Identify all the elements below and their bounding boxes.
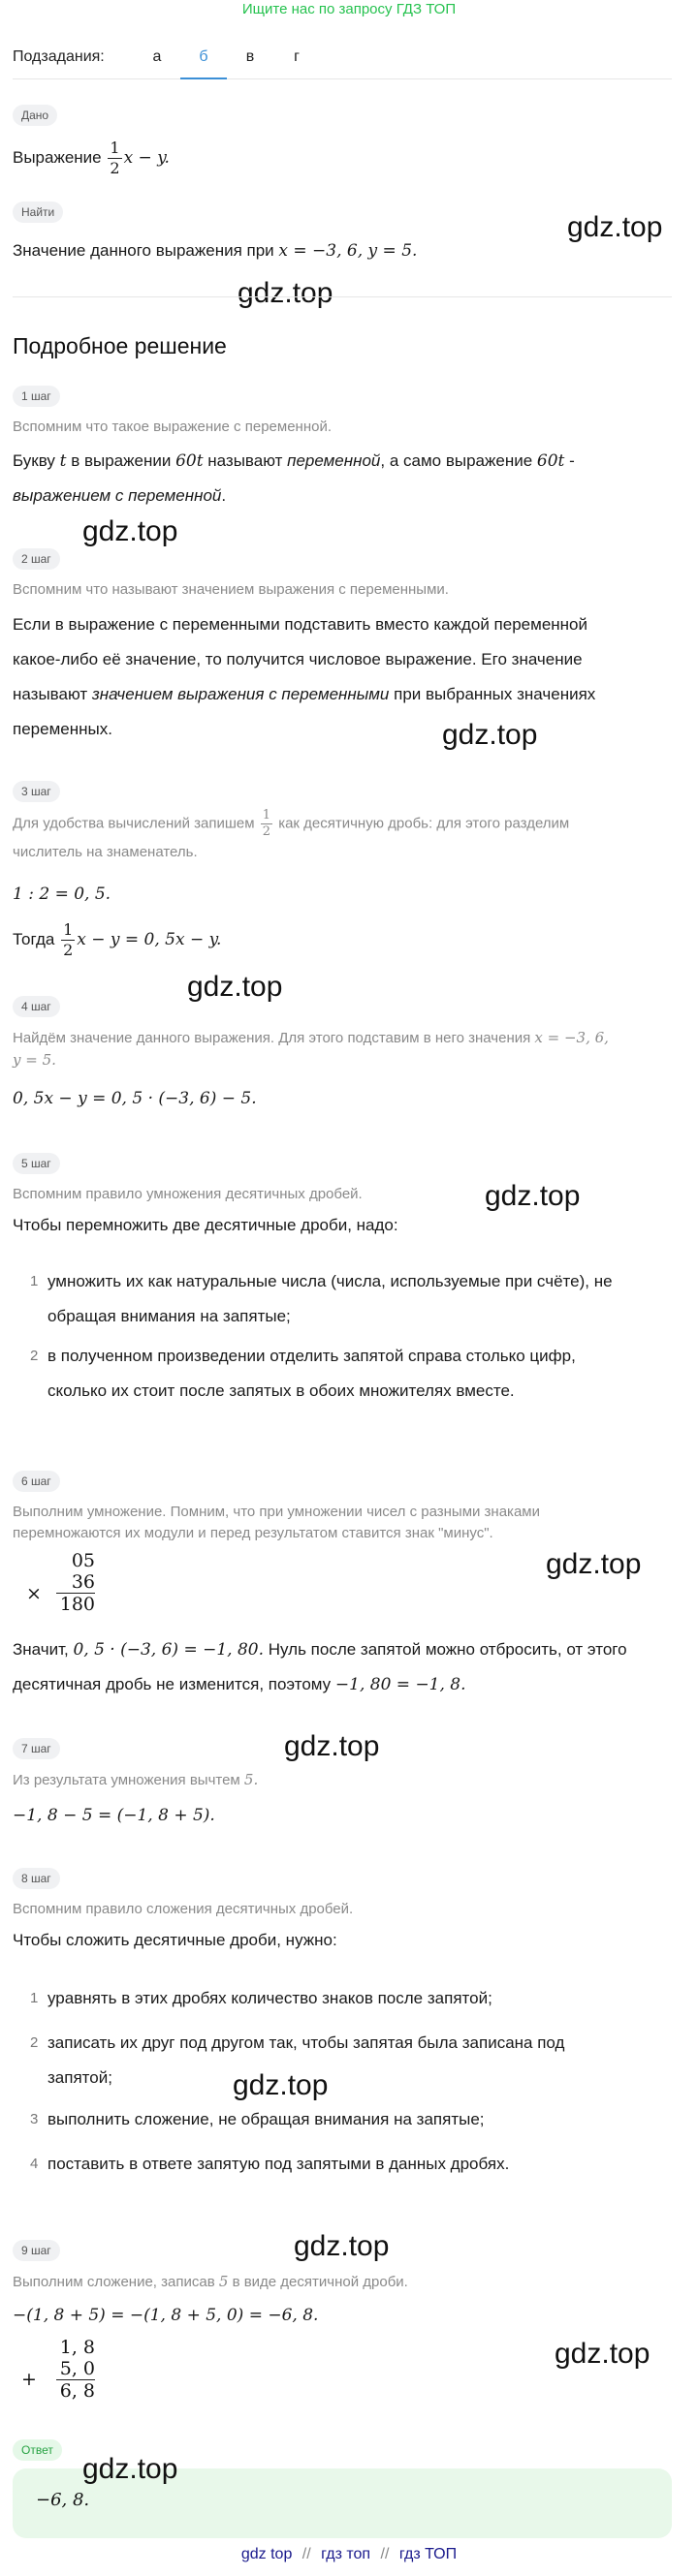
- watermark: gdz.top: [82, 515, 178, 547]
- step-3-note: [13, 808, 672, 865]
- step-6-note-2: перемножаются их модули и перед результатом ставится знак "минус".: [13, 1525, 493, 1541]
- column-factor-b: 36: [56, 1571, 95, 1594]
- tab-a[interactable]: а: [152, 48, 162, 65]
- tab-b[interactable]: б: [180, 43, 227, 79]
- step-9-column-addition: [56, 2337, 95, 2402]
- subtasks-bar: [13, 43, 672, 79]
- step-5-badge: 5 шаг: [13, 1153, 60, 1174]
- list-item: [13, 1339, 672, 1409]
- step-4-note: [13, 1027, 672, 1071]
- step-3-note-a: Для удобства вычислений запишем: [13, 815, 255, 832]
- watermark: gdz.top: [294, 2230, 390, 2262]
- step-6-note-1: Выполним умножение. Помним, что при умножении чисел с разными знаками: [13, 1504, 540, 1520]
- step-1-term-expression: выражением с переменной: [13, 486, 222, 505]
- list-item: [13, 2102, 672, 2137]
- step-2-line-3a: называют: [13, 685, 88, 703]
- step-4-note-b: y = 5.: [13, 1051, 56, 1069]
- plus-sign: +: [21, 2369, 37, 2390]
- step-8-intro: Чтобы сложить десятичные дроби, нужно:: [13, 1931, 337, 1949]
- step-7-eq: −1, 8 − 5 = (−1, 8 + 5).: [13, 1806, 215, 1825]
- step-4-note-a: Найдём значение данного выражения. Для этого подставим в него значения: [13, 1030, 531, 1046]
- step-3-fraction: [61, 920, 75, 960]
- watermark: gdz.top: [485, 1180, 581, 1212]
- step-1-badge: 1 шаг: [13, 386, 60, 407]
- step-1-m3: 60t: [536, 451, 565, 471]
- footer-separator: //: [380, 2546, 390, 2562]
- step-6-m1: 0, 5 · (−3, 6) = −1, 80.: [73, 1640, 265, 1660]
- step-1-t2: в выражении: [71, 451, 172, 470]
- step-2-note: Вспомним что называют значением выражения с переменными.: [13, 581, 449, 598]
- step-7-note-a: Из результата умножения вычтем: [13, 1772, 240, 1788]
- column-result: 180: [59, 1594, 95, 1615]
- step-3-eq-2-math: x − y = 0, 5x − y.: [77, 930, 222, 949]
- find-badge: Найти: [13, 202, 63, 223]
- step-1-t6: .: [221, 486, 227, 505]
- footer-separator: //: [301, 2546, 311, 2562]
- list-item-line-1: умножить их как натуральные числа (числа, используемые при счёте), не: [48, 1272, 613, 1290]
- step-5-intro: Чтобы перемножить две десятичные дроби, надо:: [13, 1216, 398, 1234]
- step-2-line-2: какое-либо её значение, то получится числовое выражение. Его значение: [13, 650, 583, 668]
- given-fraction: [108, 139, 121, 178]
- step-2-line-1: Если в выражение с переменными подставить вместо каждой переменной: [13, 615, 587, 634]
- step-2-term: значением выражения с переменными: [91, 685, 390, 703]
- step-9-note-math: 5: [218, 2273, 229, 2290]
- list-item-line-1: выполнить сложение, не обращая внимания на запятые;: [48, 2110, 485, 2128]
- step-6-text: [13, 1632, 672, 1702]
- step-2-badge: 2 шаг: [13, 548, 60, 570]
- step-9-badge: 9 шаг: [13, 2240, 60, 2261]
- find-math: x = −3, 6, y = 5.: [278, 241, 418, 261]
- step-6-column-multiplication: [56, 1550, 95, 1615]
- list-item: [13, 1981, 672, 2016]
- step-1-text: [13, 444, 672, 513]
- divider: [13, 296, 672, 297]
- step-8-note: Вспомним правило сложения десятичных дробей.: [13, 1901, 354, 1917]
- step-7-note: [13, 1769, 672, 1791]
- step-3-note-fraction: [261, 808, 272, 840]
- given-expression: [13, 139, 672, 178]
- step-1-t3: называют: [207, 451, 283, 470]
- step-3-frac-den: 2: [63, 941, 74, 960]
- promo-banner: Ищите нас по запросу ГДЗ ТОП: [241, 1, 457, 17]
- list-item-number: 1: [30, 1990, 39, 2006]
- list-item-line-1: уравнять в этих дробях количество знаков после запятой;: [48, 1989, 492, 2007]
- list-item-number: 3: [30, 2111, 39, 2127]
- step-3-note-den: 2: [262, 824, 271, 839]
- step-3-note-b: как десятичную дробь: для этого разделим: [278, 815, 570, 832]
- watermark: gdz.top: [567, 211, 663, 243]
- step-6-m2: −1, 80 = −1, 8.: [334, 1675, 466, 1694]
- step-8-badge: 8 шаг: [13, 1868, 60, 1889]
- list-item-line-2: сколько их стоит после запятых в обоих множителях вместе.: [48, 1381, 515, 1400]
- step-1-note: Вспомним что такое выражение с переменной.: [13, 419, 332, 435]
- column-sum: 6, 8: [59, 2380, 95, 2402]
- step-4-eq: 0, 5x − y = 0, 5 · (−3, 6) − 5.: [13, 1089, 257, 1108]
- step-1-m1: t: [59, 451, 67, 471]
- find-label: Значение данного выражения при: [13, 241, 274, 260]
- step-3-note-c: числитель на знаменатель.: [13, 844, 198, 860]
- watermark: gdz.top: [546, 1548, 642, 1580]
- given-frac-den: 2: [110, 159, 120, 178]
- step-1-m2: 60t: [175, 451, 204, 471]
- step-7-badge: 7 шаг: [13, 1738, 60, 1759]
- list-item-number: 2: [30, 2034, 39, 2051]
- subtasks-label: Подзадания:: [13, 48, 105, 65]
- step-3-badge: 3 шаг: [13, 781, 60, 802]
- step-6-t3: десятичная дробь не изменится, поэтому: [13, 1675, 332, 1693]
- list-item-number: 4: [30, 2156, 39, 2172]
- tab-v[interactable]: в: [245, 48, 255, 65]
- list-item-line-1: поставить в ответе запятую под запятыми в данных дробях.: [48, 2155, 510, 2173]
- watermark: gdz.top: [284, 1730, 380, 1762]
- step-3-then: Тогда: [13, 930, 55, 948]
- solution-title: Подробное решение: [13, 333, 227, 358]
- step-1-t4: , а само выражение: [380, 451, 533, 470]
- watermark: gdz.top: [187, 971, 283, 1003]
- watermark: gdz.top: [238, 277, 333, 309]
- step-3-note-num: 1: [262, 808, 271, 822]
- step-1-t5: -: [569, 451, 575, 470]
- column-addend-b: 5, 0: [56, 2358, 95, 2380]
- column-factor-a: 05: [71, 1550, 95, 1571]
- step-1-t1: Букву: [13, 451, 55, 470]
- step-1-term-variable: переменной: [287, 451, 381, 470]
- list-item-line-1: в полученном произведении отделить запятой справа столько цифр,: [48, 1347, 576, 1365]
- list-item-line-1: записать их друг под другом так, чтобы запятая была записана под: [48, 2033, 565, 2052]
- answer-value: −6, 8.: [36, 2490, 90, 2510]
- footer-link-2[interactable]: гдз топ: [321, 2546, 371, 2562]
- answer-badge: Ответ: [13, 2439, 62, 2461]
- given-expr-rest: x − y.: [123, 148, 170, 168]
- given-badge: Дано: [13, 105, 57, 126]
- step-3-eq-1: 1 : 2 = 0, 5.: [13, 885, 111, 904]
- step-5-note: Вспомним правило умножения десятичных дробей.: [13, 1186, 363, 1202]
- list-item: [13, 2147, 672, 2182]
- step-9-note-b: в виде десятичной дроби.: [232, 2274, 408, 2290]
- step-3-eq-2: [13, 920, 672, 960]
- step-6-t1: Значит,: [13, 1640, 69, 1659]
- step-6-note: [13, 1502, 672, 1544]
- list-item-line-2: обращая внимания на запятые;: [48, 1307, 291, 1325]
- list-item-number: 2: [30, 1348, 39, 1364]
- given-expr-prefix: Выражение: [13, 148, 102, 167]
- step-9-note-a: Выполним сложение, записав: [13, 2274, 215, 2290]
- step-3-frac-num: 1: [63, 920, 74, 940]
- step-4-badge: 4 шаг: [13, 996, 60, 1017]
- step-2-text: [13, 607, 672, 747]
- step-7-note-math: 5.: [243, 1771, 259, 1788]
- list-item-line-2: запятой;: [48, 2068, 112, 2087]
- footer-link-1[interactable]: gdz top: [240, 2546, 293, 2562]
- list-item: [13, 1264, 672, 1334]
- list-item-number: 1: [30, 1273, 39, 1289]
- list-item: [13, 2026, 672, 2095]
- given-frac-num: 1: [110, 139, 120, 158]
- column-addend-a: 1, 8: [59, 2337, 95, 2358]
- step-6-badge: 6 шаг: [13, 1471, 60, 1492]
- step-2-line-4: переменных.: [13, 720, 112, 738]
- step-4-note-math: x = −3, 6,: [534, 1029, 609, 1046]
- footer-links: [0, 2538, 698, 2571]
- watermark: gdz.top: [233, 2069, 329, 2101]
- watermark: gdz.top: [82, 2453, 178, 2485]
- tab-g[interactable]: г: [294, 48, 300, 65]
- watermark: gdz.top: [555, 2338, 650, 2370]
- step-2-line-3b: при выбранных значениях: [394, 685, 596, 703]
- watermark: gdz.top: [442, 719, 538, 751]
- multiply-sign: ×: [26, 1583, 42, 1604]
- step-6-t2: Нуль после запятой можно отбросить, от этого: [268, 1640, 627, 1659]
- footer-link-3[interactable]: гдз ТОП: [398, 2546, 458, 2562]
- step-9-eq: −(1, 8 + 5) = −(1, 8 + 5, 0) = −6, 8.: [13, 2306, 319, 2325]
- step-9-note: [13, 2271, 672, 2293]
